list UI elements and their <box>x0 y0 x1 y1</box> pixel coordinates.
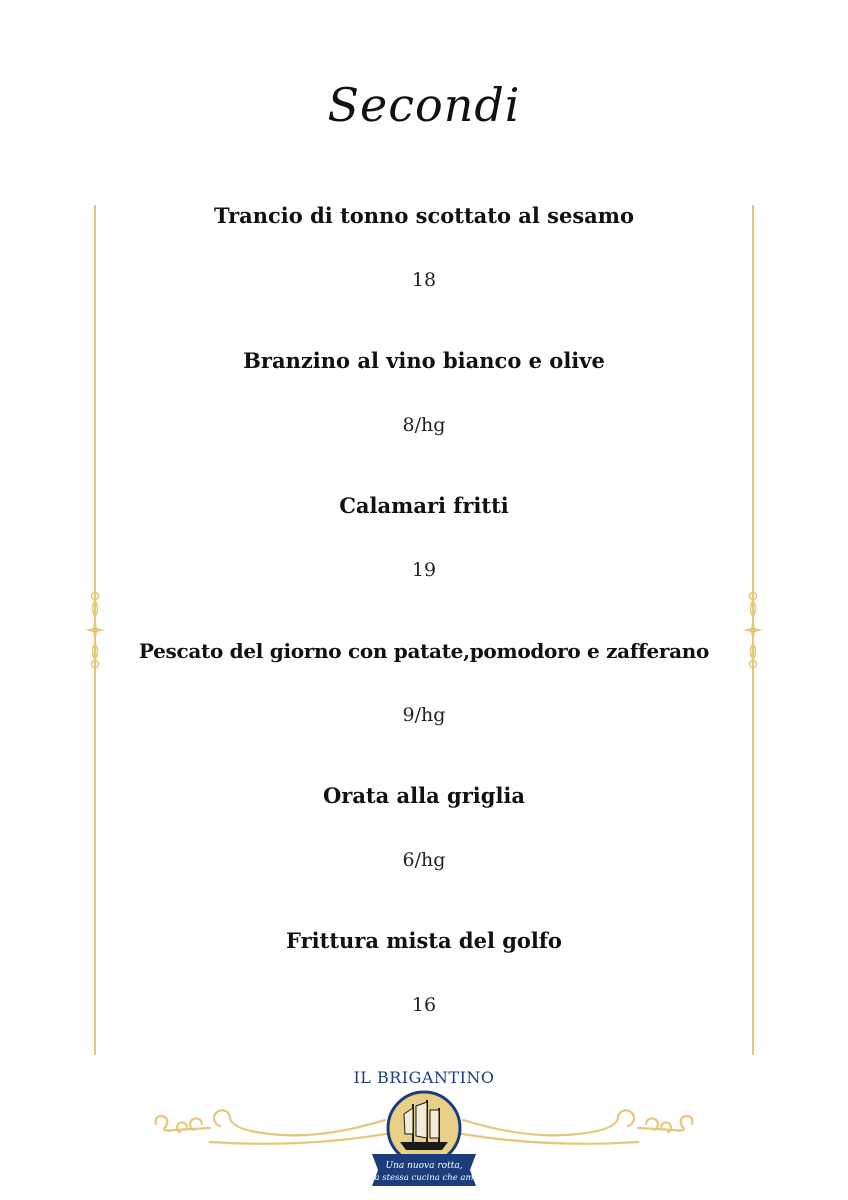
dish-name: Calamari fritti <box>339 493 509 518</box>
logo-banner-line1: Una nuova rotta, <box>385 1161 463 1171</box>
dish-price: 6/hg <box>402 849 446 871</box>
dish-price: 18 <box>411 269 437 291</box>
footer-logo-ornament <box>150 1090 698 1190</box>
dish-name: Orata alla griglia <box>322 783 526 808</box>
menu-item <box>110 341 738 486</box>
menu-item <box>110 921 738 1066</box>
dish-price: 16 <box>411 994 437 1016</box>
dish-name: Pescato del giorno con patate,pomodoro e zafferano <box>138 639 710 663</box>
dish-price: 19 <box>411 559 437 581</box>
dish-name: Trancio di tonno scottato al sesamo <box>213 203 635 228</box>
menu-item <box>110 196 738 341</box>
left-flourish-icon <box>83 588 107 672</box>
page-title: Secondi <box>327 78 521 132</box>
dish-name: Frittura mista del golfo <box>286 928 562 953</box>
menu-item <box>110 486 738 631</box>
menu-list <box>110 196 738 1066</box>
dish-price: 9/hg <box>402 704 446 726</box>
logo-banner-line2: la stessa cucina che ami <box>371 1173 477 1183</box>
dish-name: Branzino al vino bianco e olive <box>243 348 605 373</box>
restaurant-name: IL BRIGANTINO <box>353 1068 495 1087</box>
right-flourish-icon <box>741 588 765 672</box>
menu-item <box>110 631 738 776</box>
dish-price: 8/hg <box>402 414 446 436</box>
menu-item <box>110 776 738 921</box>
